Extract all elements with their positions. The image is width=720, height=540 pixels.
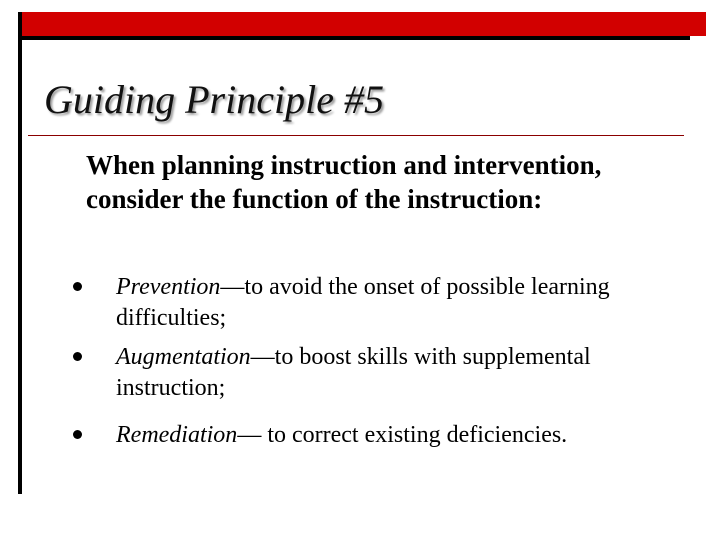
bullet-description: —to boost skills with supplemental instruction;: [116, 344, 591, 401]
slide-title: Guiding Principle #5: [44, 77, 384, 122]
bullet-text: [116, 342, 681, 403]
bullet-description: —to avoid the onset of possible learning difficulties;: [116, 274, 610, 331]
bullet-term: Remediation: [116, 422, 238, 448]
bullet-text: [116, 420, 681, 451]
bullet-dot-icon: [73, 282, 82, 291]
top-right-accent-square: [690, 12, 706, 36]
bullet-dot-icon: [73, 430, 82, 439]
bullet-term: Augmentation: [116, 344, 251, 370]
top-black-stripe: [18, 36, 690, 40]
title-divider: [28, 135, 684, 136]
bullet-description: — to correct existing deficiencies.: [237, 422, 568, 448]
bullet-term: Prevention: [116, 274, 221, 300]
top-accent-bar: [18, 12, 690, 36]
bullet-text: [116, 272, 681, 333]
left-black-stripe: [18, 12, 22, 494]
bullet-dot-icon: [73, 352, 82, 361]
intro-text: When planning instruction and intervention, consider the function of the instruction:: [86, 150, 602, 215]
